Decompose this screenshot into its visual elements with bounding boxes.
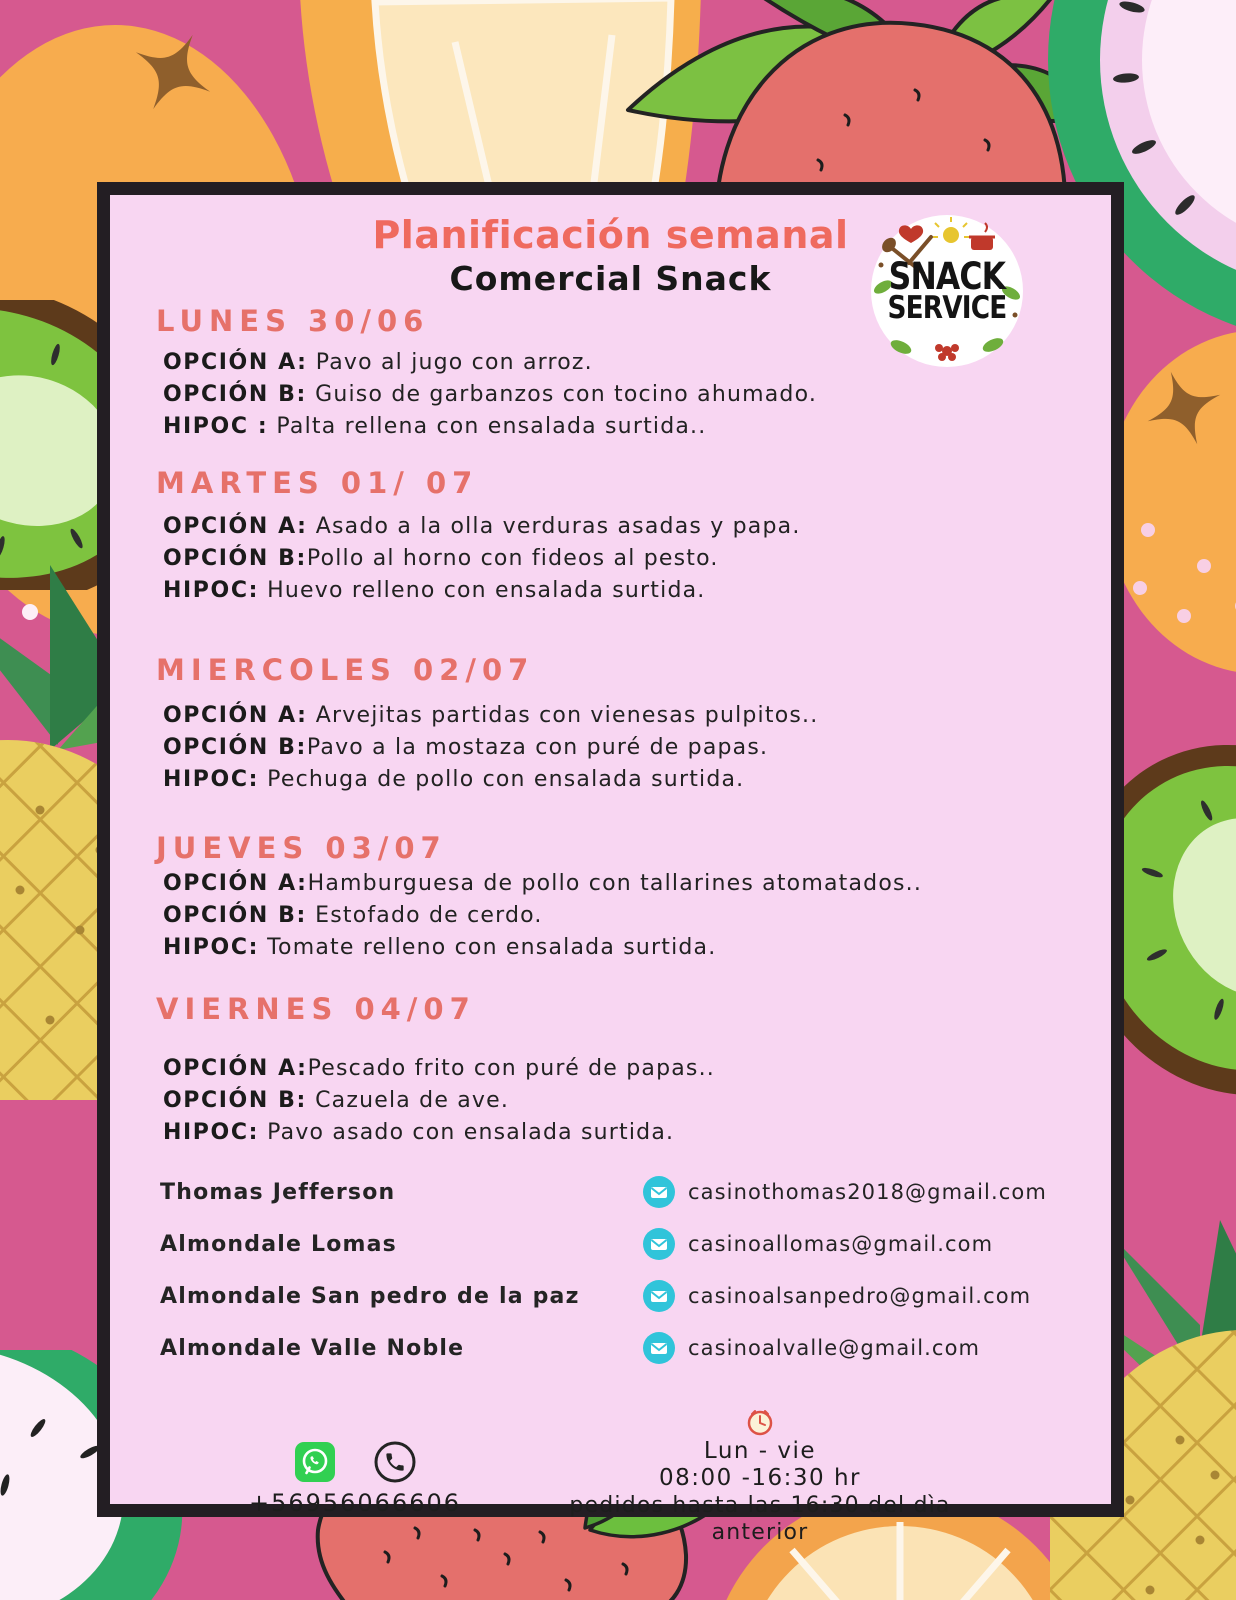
schedule-hours: 08:00 -16:30 hr [658,1465,862,1491]
day-options-jueves [163,868,1111,964]
envelope-icon [643,1332,675,1364]
envelope-icon [643,1228,675,1260]
contact-name: Thomas Jefferson [160,1179,396,1205]
menu-card [97,182,1124,1545]
menu-option: OPCIÓN B:Pollo al horno con fideos al pesto. [163,546,719,571]
logo-text-snack: SNACK [888,254,1006,298]
day-options-martes [163,511,1111,607]
envelope-icon [643,1280,675,1312]
menu-option: HIPOC: Pavo asado con ensalada surtida. [163,1120,675,1145]
page-subtitle: Comercial Snack [449,259,772,298]
day-options-miercoles [163,700,1111,796]
day-heading-miercoles: MIERCOLES 02/07 [156,653,535,687]
menu-option: HIPOC: Huevo relleno con ensalada surtida. [163,578,706,603]
schedule-note: pedidos hasta las 16:30 del dìa anterior [569,1493,951,1545]
menu-option: OPCIÓN B: Guiso de garbanzos con tocino ahumado. [163,382,818,407]
contact-name: Almondale Valle Noble [160,1335,465,1361]
phone-icon [372,1439,418,1485]
menu-option: OPCIÓN A: Arvejitas partidas con vienesas pulpitos.. [163,703,819,728]
day-options-viernes [163,1053,1111,1149]
envelope-icon [643,1176,675,1208]
contact-name: Almondale San pedro de la paz [160,1283,580,1309]
contact-row [160,1175,1111,1209]
menu-option: HIPOC : Palta rellena con ensalada surtida.. [163,414,707,439]
clock-icon [745,1407,775,1437]
menu-option: HIPOC: Pechuga de pollo con ensalada surtida. [163,767,745,792]
whatsapp-icon [292,1439,338,1485]
menu-option: HIPOC: Tomate relleno con ensalada surtida. [163,935,717,960]
contact-email: casinoalsanpedro@gmail.com [643,1280,1031,1312]
contact-row [160,1227,1111,1261]
contact-row [160,1331,1111,1365]
schedule-block [520,1407,1000,1546]
menu-option: OPCIÓN A:Hamburguesa de pollo con tallarines atomatados.. [163,871,923,896]
contact-list [110,1175,1111,1365]
menu-option: OPCIÓN A: Pavo al jugo con arroz. [163,350,593,375]
menu-option: OPCIÓN A:Pescado frito con puré de papas.. [163,1056,715,1081]
day-heading-martes: MARTES 01/ 07 [156,466,479,500]
menu-option: OPCIÓN A: Asado a la olla verduras asadas y papa. [163,514,801,539]
day-heading-jueves: JUEVES 03/07 [156,831,447,865]
phone-number: +56956066606 [248,1489,462,1517]
day-heading-lunes: LUNES 30/06 [156,304,430,338]
snack-service-logo [871,215,1023,367]
contact-email: casinothomas2018@gmail.com [643,1176,1047,1208]
menu-option: OPCIÓN B: Cazuela de ave. [163,1088,510,1113]
day-heading-viernes: VIERNES 04/07 [156,992,476,1026]
contact-name: Almondale Lomas [160,1231,397,1257]
contact-email: casinoalvalle@gmail.com [643,1332,980,1364]
logo-text-service: SERVICE [887,289,1007,326]
phone-contact-block [165,1439,545,1517]
menu-option: OPCIÓN B:Pavo a la mostaza con puré de papas. [163,735,769,760]
contact-email: casinoallomas@gmail.com [643,1228,993,1260]
schedule-days: Lun - vie [703,1438,817,1464]
contact-row [160,1279,1111,1313]
menu-option: OPCIÓN B: Estofado de cerdo. [163,903,543,928]
page-title: Planificación semanal [372,213,849,257]
